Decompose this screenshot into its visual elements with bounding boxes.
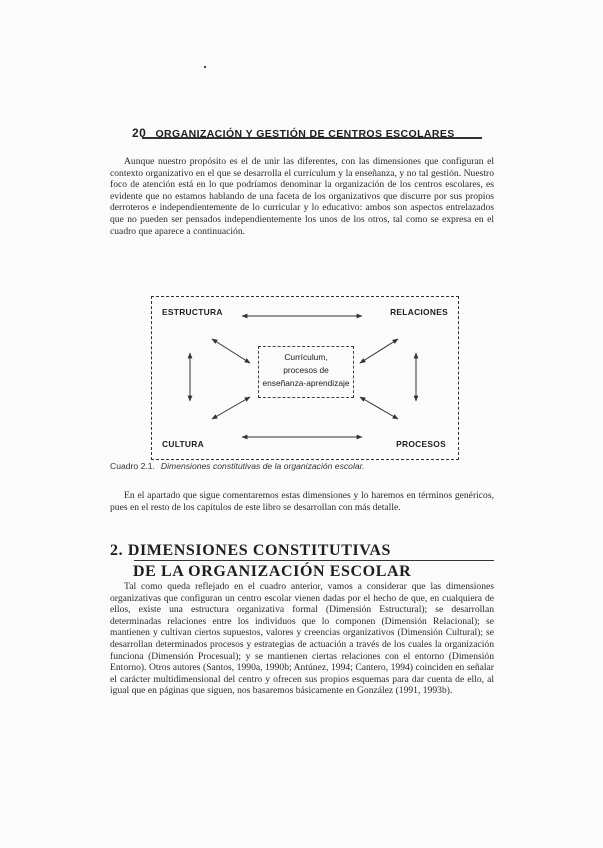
body-paragraph: Tal como queda reflejado en el cuadro anterior, vamos a considerar que las dimensiones organizativas que configuran un centro escolar vienen dadas por el hecho de que, en cualquiera de ellos, existe una estructura organizativa formal (Dimensión Estructural); se desarrollan determinadas relaciones entre los individuos que lo componen (Dimensión Relacional); se mantienen y cultivan ciertos supuestos, valores y creencias organizativos (Dimensión Cultural); se desarrollan determinados procesos y estrategias de actuación a través de los cuales la organización funciona (Dimensión Procesual); y se mantienen ciertas relaciones con el entorno (Dimensión Entorno). Otros autores (Santos, 1990a, 1990b; Antúnez, 1994; Cantero, 1994) coinciden en señalar el carácter multidimensional del centro y ofrecen sus propios esquemas para dar cuenta de ello, al igual que en páginas que siguen, nos basaremos básicamente en González (1991, 1993b).: [110, 581, 494, 697]
dimensions-diagram: [151, 296, 459, 460]
second-paragraph: En el apartado que sigue comentaremos estas dimensiones y lo haremos en términos genéricos, pues en el resto de los capítulos de este libro se desarrollan con más detalle.: [110, 490, 494, 513]
label-procesos: PROCESOS: [396, 439, 446, 449]
arrow-diag-bl: [212, 397, 250, 419]
label-estructura: ESTRUCTURA: [162, 307, 223, 317]
arrow-diag-tl: [212, 339, 250, 363]
center-line-2: procesos de: [283, 365, 329, 375]
section-number: 2.: [110, 542, 124, 559]
header-rule: [142, 137, 482, 139]
section-title-line1: DIMENSIONES CONSTITUTIVAS: [127, 542, 392, 559]
center-line-1: Currículum,: [284, 352, 328, 362]
running-header: [132, 122, 482, 144]
intro-paragraph: Aunque nuestro propósito es el de unir las diferentes, con las dimensiones que configuran el contexto organizativo en el que se desarrolla el currículum y la enseñanza, y no tal gestión. Nuestro foco de atención está en lo que podríamos denominar la organización de los centros escolares, es evidente que no estamos hablando de una faceta de los organizativos que discurre por sus propios derroteros e independientemente de lo curricular y lo educativo: ambos son aspectos entrelazados que no pueden ser pensados independientemente los unos de los otros, tal como se expresa en el cuadro que aparece a continuación.: [110, 156, 494, 237]
arrow-diag-br: [360, 397, 398, 419]
running-title: ORGANIZACIÓN Y GESTIÓN DE CENTROS ESCOLARES: [155, 128, 455, 140]
center-box: [258, 346, 354, 398]
section-rule: [134, 560, 494, 561]
label-relaciones: RELACIONES: [390, 307, 448, 317]
center-line-3: enseñanza-aprendizaje: [262, 378, 350, 388]
section-title-line2: DE LA ORGANIZACIÓN ESCOLAR: [133, 563, 412, 580]
figure-number: Cuadro 2.1.: [110, 461, 155, 471]
figure-caption-text: Dimensiones constitutivas de la organización escolar.: [160, 461, 365, 471]
section-heading: [110, 540, 411, 582]
figure-caption: [110, 461, 365, 471]
page-number: 20: [132, 126, 147, 140]
label-cultura: CULTURA: [162, 439, 204, 449]
speck-mark: [204, 66, 206, 68]
arrow-diag-tr: [360, 339, 398, 363]
